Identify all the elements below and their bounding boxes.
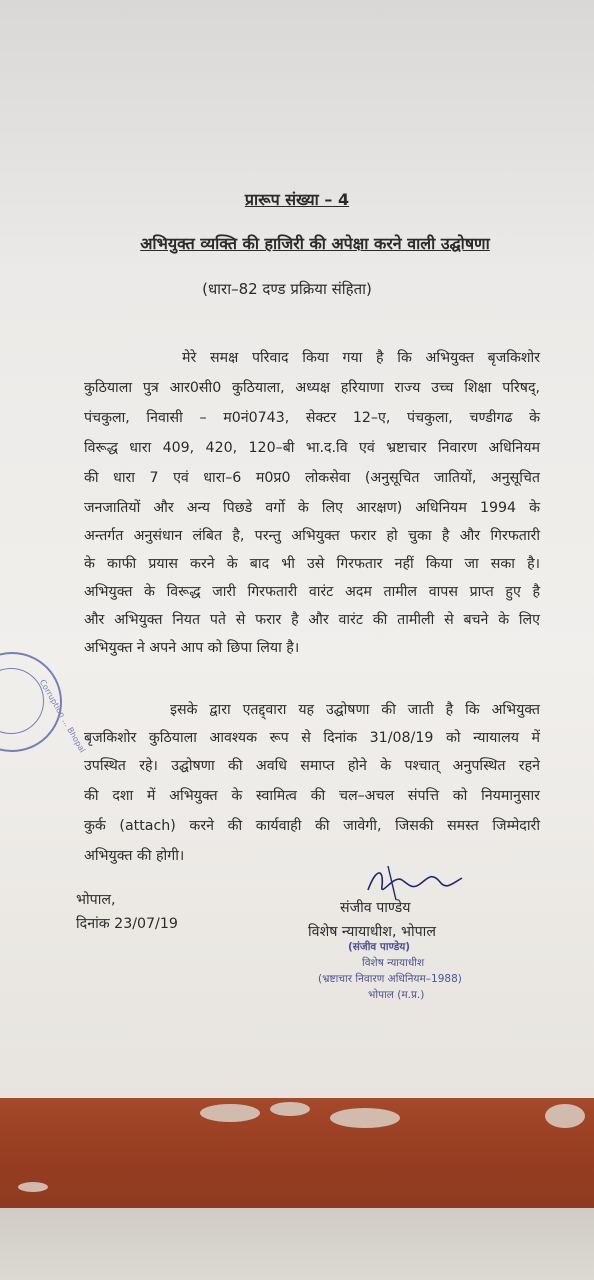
- signatory-name: संजीव पाण्डेय: [340, 900, 411, 916]
- background-floor: [0, 1208, 594, 1280]
- paragraph2-line-2: बृजकिशोर कुठियाला आवश्यक रूप से दिनांक 31/08/19 को न्यायालय में: [84, 730, 540, 746]
- signature: [362, 860, 466, 904]
- stamp-line-designation: विशेष न्यायाधीश: [362, 957, 425, 969]
- paragraph1-line-5: की धारा 7 एवं धारा–6 म0प्र0 लोकसेवा (अनुसूचित जातियों, अनुसूचित: [84, 470, 540, 486]
- paragraph1-line-8: के काफी प्रयास करने के बाद भी उसे गिरफतार नहीं किया जा सका है।: [84, 556, 540, 572]
- paragraph1-line-1: मेरे समक्ष परिवाद किया गया है कि अभियुक्त बृजकिशोर: [182, 350, 540, 366]
- stamp-line-act: (भ्रष्टाचार निवारण अधिनियम–1988): [318, 973, 462, 985]
- paragraph1-line-9: अभियुक्त के विरूद्ध जारी गिरफतारी वारंट अदम तामील वापस प्राप्त हुए है: [84, 584, 540, 600]
- seal-text: Corruption ... Bhopal: [37, 678, 87, 755]
- background-wall: [0, 1098, 594, 1210]
- date: दिनांक 23/07/19: [76, 916, 178, 932]
- paragraph2-line-3: उपस्थित रहे। उद्घोषणा की अवधि समाप्त होने के पश्चात् अनुपस्थित रहने: [84, 758, 540, 774]
- paragraph1-line-10: और अभियुक्त नियत पते से फरार है और वारंट की तामीली से बचने के लिए: [84, 612, 540, 628]
- section-reference: (धारा–82 दण्ड प्रक्रिया संहिता): [202, 280, 372, 298]
- stamp-line-name: (संजीव पाण्डेय): [348, 941, 411, 953]
- paragraph1-line-4: विरूद्ध धारा 409, 420, 120–बी भा.द.वि एवं भ्रष्टाचार निवारण अधिनियम: [84, 440, 540, 456]
- paragraph1-line-2: कुठियाला पुत्र आर0सी0 कुठियाला, अध्यक्ष हरियाणा राज्य उच्च शिक्षा परिषद्,: [84, 380, 540, 396]
- seal-inner-ring: [0, 668, 44, 734]
- signatory-designation: विशेष न्यायाधीश, भोपाल: [308, 924, 436, 940]
- paragraph2-line-6: अभियुक्त की होगी।: [84, 848, 185, 864]
- paragraph2-line-5: कुर्क (attach) करने की कार्यवाही की जावेगी, जिसकी समस्त जिम्मेदारी: [84, 818, 540, 834]
- form-number: प्रारूप संख्या – 4: [244, 190, 350, 209]
- place: भोपाल,: [76, 892, 116, 908]
- paragraph1-line-11: अभियुक्त ने अपने आप को छिपा लिया है।: [84, 640, 300, 656]
- paragraph1-line-3: पंचकुला, निवासी – म0नं0743, सेक्टर 12–ए, पंचकुला, चण्डीगढ के: [84, 410, 540, 426]
- paragraph2-line-4: की दशा में अभियुक्त के स्वामित्व की चल–अचल संपत्ति को नियमानुसार: [84, 788, 540, 804]
- stamp-line-place: भोपाल (म.प्र.): [368, 989, 425, 1001]
- document-title: अभियुक्त व्यक्ति की हाजिरी की अपेक्षा करने वाली उद्घोषणा: [140, 234, 490, 253]
- paragraph1-line-6: जनजातियों और अन्य पिछडे वर्गो के लिए आरक्षण) अधिनियम 1994 के: [84, 500, 540, 516]
- paragraph2-line-1: इसके द्वारा एतद्द्वारा यह उद्घोषणा की जाती है कि अभियुक्त: [170, 702, 540, 718]
- paragraph1-line-7: अन्तर्गत अनुसंधान लंबित है, परन्तु अभियुक्त फरार हो चुका है और गिरफतारी: [84, 528, 540, 544]
